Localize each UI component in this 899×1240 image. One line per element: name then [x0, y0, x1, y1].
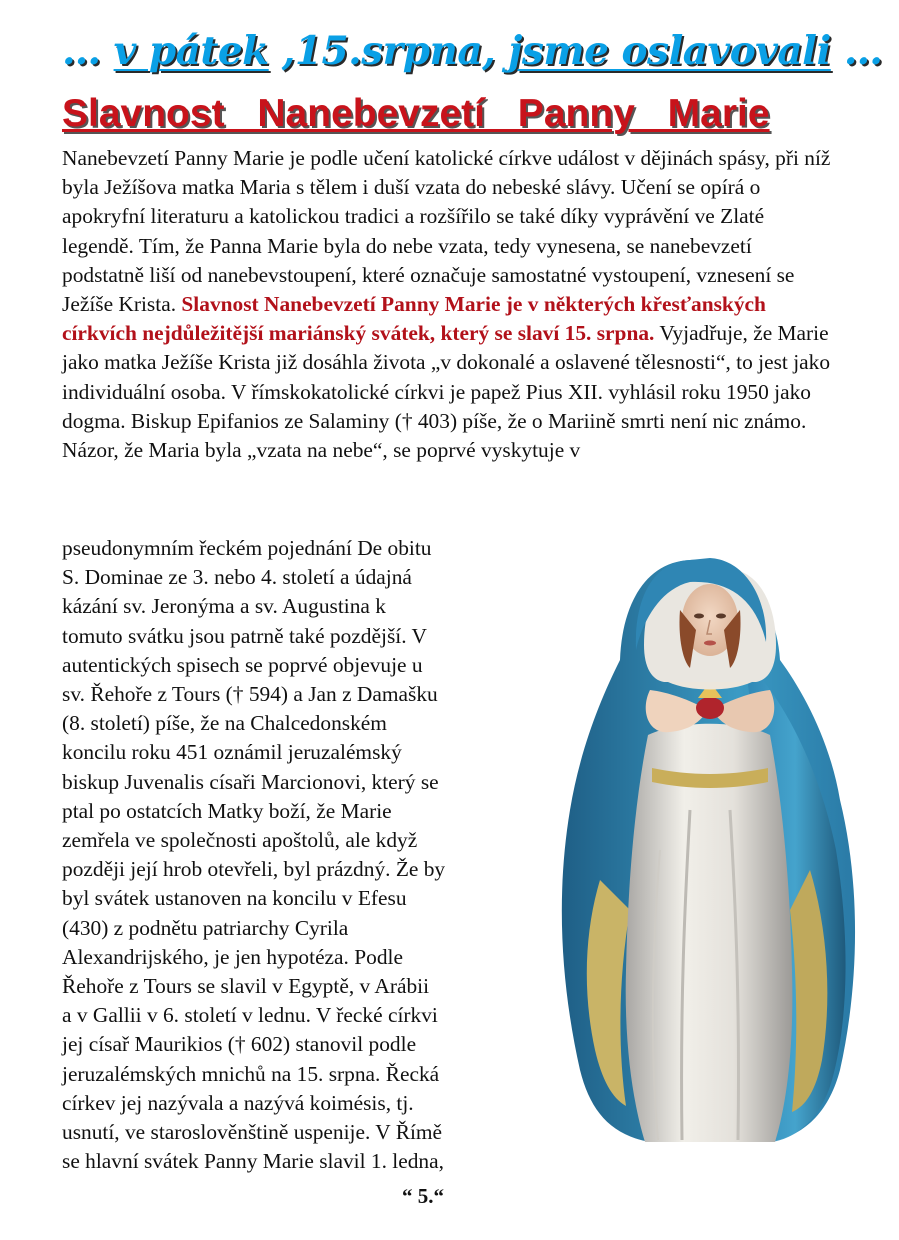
column-line: byl svátek ustanoven na koncilu v Efesu [62, 886, 407, 911]
column-line: církev jej nazývala a nazývá koimésis, tj. [62, 1090, 414, 1115]
highlight-text: Slavnost Nanebevzetí Panny Marie je v některých křesťanských církvích nejdůležitější mariánský svátek, který se slaví 15. srpna. [62, 292, 766, 346]
headline-celebrated: jsme oslavovali [508, 28, 831, 74]
intro-paragraph [62, 144, 832, 465]
column-line: (8. století) píše, že na Chalcedonském [62, 711, 387, 736]
intro-text: Nanebevzetí Panny Marie je podle učení katolické církve událost v dějinách spásy, při níž byla Ježíšova matka Maria s tělem i duší vzata do nebeské slávy. Učení se opírá o apokryfní literaturu a katolickou tradici a rozšířilo se také díky vyprávění ve Zlaté legendě. Tím, že Panna Marie byla do nebe vzata, tedy vynesena, se nanebevzetí podstatně liší od nanebevstoupení, které označuje samostatné vystoupení, vznesení se Ježíše Krista. [62, 146, 831, 317]
column-line: biskup Juvenalis císaři Marcionovi, který se [62, 769, 439, 794]
column-line: se hlavní svátek Panny Marie slavil 1. ledna, [62, 1149, 444, 1174]
column-text [62, 534, 508, 1176]
column-line: jej císař Maurikios († 602) stanovil podle [62, 1032, 417, 1057]
column-line: autentických spisech se poprvé objevuje u [62, 652, 423, 677]
column-line: sv. Řehoře z Tours († 594) a Jan z Damašku [62, 682, 438, 707]
headline-dots-right: … [830, 28, 883, 74]
column-line: Řehoře z Tours se slavil v Egyptě, v Arábii [62, 974, 430, 999]
column-line: a v Gallii v 6. století v lednu. V řecké církvi [62, 1003, 438, 1028]
column-line: jeruzalémských mnichů na 15. srpna. Řecká [62, 1061, 440, 1086]
column-line: ptal po ostatcích Matky boží, že Marie [62, 798, 392, 823]
headline-date: ,15.srpna, [268, 28, 509, 74]
after-highlight-text: Vyjadřuje, že Marie jako matka Ježíše Krista již dosáhla života „v dokonalé a oslavené tělesnosti“, to jest jako individuální osoba. V římskokatolické církvi je papež Pius XII. vyhlásil roku 1950 jako dogma. Biskup Epifanios ze Salaminy († 403) píše, že o Mariině smrti není nic známo. Názor, že Maria byla „vzata na nebe“, se poprvé vyskytuje v [62, 321, 831, 463]
column-line: Alexandrijského, je jen hypotéza. Podle [62, 944, 403, 969]
page-number: “ 5.“ [402, 1184, 444, 1208]
column-line: usnutí, ve staroslověnštině uspenije. V Římě [62, 1120, 443, 1145]
page-title: Slavnost Nanebevzetí Panny Marie [62, 92, 770, 135]
headline-dots-left: … [62, 28, 114, 74]
column-line: zemřela ve společnosti apoštolů, ale když [62, 828, 418, 853]
column-line: kázání sv. Jeronýma a sv. Augustina k [62, 594, 386, 619]
column-line: koncilu roku 451 oznámil jeruzalémský [62, 740, 402, 765]
column-line: (430) z podnětu patriarchy Cyrila [62, 915, 349, 940]
virgin-mary-statue-image [540, 550, 870, 1150]
headline-day: v pátek [113, 28, 269, 74]
column-line: S. Dominae ze 3. nebo 4. století a údajná [62, 565, 412, 590]
column-line: pseudonymním řeckém pojednání De obitu [62, 536, 432, 560]
column-line: tomuto svátku jsou patrně také pozdější. V [62, 623, 427, 648]
column-line: později její hrob otevřeli, byl prázdný. Že by [62, 857, 446, 882]
date-headline [62, 28, 883, 74]
